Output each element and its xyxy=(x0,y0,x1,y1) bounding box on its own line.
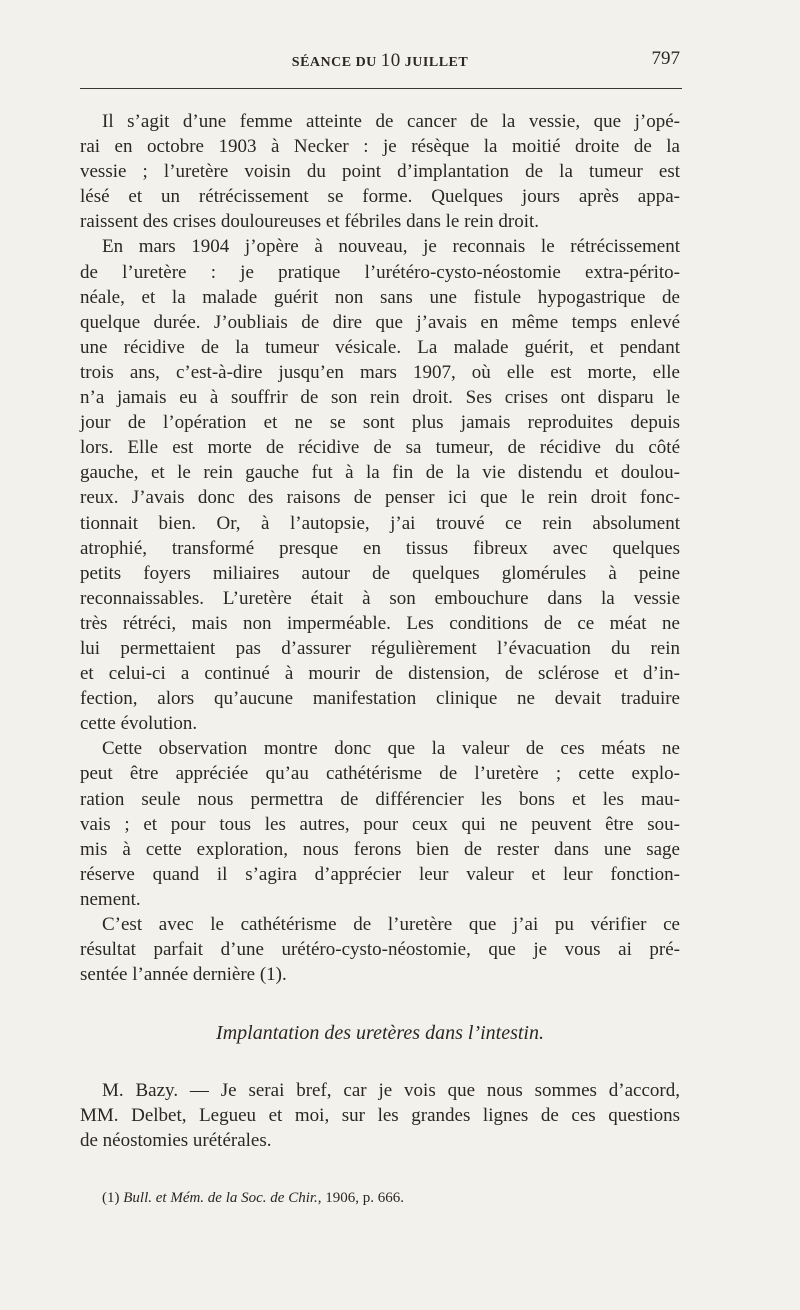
text-line: très rétréci, mais non imperméable. Les conditions de ce méat ne xyxy=(80,612,680,634)
text-line: nement. xyxy=(80,888,141,910)
text-line: vais ; et pour tous les autres, pour ceux qui ne peuvent être sou- xyxy=(80,813,680,835)
text-line: n’a jamais eu à souffrir de son rein droit. Ses crises ont disparu le xyxy=(80,387,680,409)
text-line: petits foyers miliaires autour de quelques glomérules à peine xyxy=(80,562,680,584)
text-line: Il s’agit d’une femme atteinte de cancer de la vessie, que j’opé- xyxy=(102,111,680,132)
text-line: fection, alors qu’aucune manifestation clinique ne devait traduire xyxy=(80,688,680,710)
footnote-details: , 1906, p. 666. xyxy=(317,1190,405,1206)
header-title xyxy=(80,50,680,72)
text-line: ration seule nous permettra de différencier les bons et les mau- xyxy=(80,788,680,810)
text-line: lors. Elle est morte de récidive de sa tumeur, de récidive du côté xyxy=(80,437,680,459)
footnote-source: Bull. et Mém. de la Soc. de Chir. xyxy=(123,1190,318,1206)
text-line: peut être appréciée qu’au cathétérisme de l’uretère ; cette explo- xyxy=(80,763,680,785)
header-title-pre: SÉANCE DU xyxy=(291,55,381,70)
footnote-marker: (1) xyxy=(102,1190,124,1206)
text-line: rai en octobre 1903 à Necker : je résèque la moitié droite de la xyxy=(80,136,680,158)
text-line: gauche, et le rein gauche fut à la fin de la vie distendu et doulou- xyxy=(80,462,680,484)
text-line: jour de l’opération et ne se sont plus jamais reproduites depuis xyxy=(80,412,680,434)
text-line: néale, et la malade guérit non sans une fistule hypogastrique de xyxy=(80,286,680,308)
text-line: lui permettaient pas d’assurer régulièrement l’évacuation du rein xyxy=(80,637,680,659)
text-line: trois ans, c’est-à-dire jusqu’en mars 1907, où elle est morte, elle xyxy=(80,361,680,383)
text-line: et celui-ci a continué à mourir de distension, de sclérose et d’in- xyxy=(80,663,680,685)
text-line: lésé et un rétrécissement se forme. Quelques jours après appa- xyxy=(80,186,680,208)
text-line: reconnaissables. L’uretère était à son embouchure dans la vessie xyxy=(80,587,680,609)
page-number: 797 xyxy=(651,48,680,69)
text-line: mis à cette exploration, nous ferons bien de rester dans une sage xyxy=(80,838,680,860)
text-line: reux. J’avais donc des raisons de penser ici que le rein droit fonc- xyxy=(80,487,680,509)
body-text xyxy=(80,109,680,987)
text-line: sentée l’année dernière (1). xyxy=(80,964,287,986)
text-line: raissent des crises douloureuses et fébriles dans le rein droit. xyxy=(80,211,540,233)
text-line: résultat parfait d’une urétéro-cysto-néostomie, que je vous ai pré- xyxy=(80,939,680,961)
text-line: de néostomies urétérales. xyxy=(80,1130,272,1151)
running-header xyxy=(80,50,680,72)
text-line: quelque durée. J’oubliais de dire que j’avais en même temps enlevé xyxy=(80,311,680,333)
text-line: atrophié, transformé presque en tissus fibreux avec quelques xyxy=(80,537,680,559)
text-line: réserve quand il s’agira d’apprécier leur valeur et leur fonction- xyxy=(80,863,680,885)
text-line: C’est avec le cathétérisme de l’uretère que j’ai pu vérifier ce xyxy=(102,914,680,935)
header-title-post: JUILLET xyxy=(400,55,469,70)
text-line: vessie ; l’uretère voisin du point d’implantation de la tumeur est xyxy=(80,161,680,183)
footnote xyxy=(102,1190,682,1207)
text-line: M. Bazy. — Je serai bref, car je vois que nous sommes d’accord, xyxy=(102,1080,680,1101)
text-line: cette évolution. xyxy=(80,713,198,735)
text-line: tionnait bien. Or, à l’autopsie, j’ai trouvé ce rein absolument xyxy=(80,512,680,534)
text-line: En mars 1904 j’opère à nouveau, je reconnais le rétrécissement xyxy=(102,236,680,258)
reply-paragraph xyxy=(80,1078,680,1153)
text-line: de l’uretère : je pratique l’urétéro-cysto-néostomie extra-périto- xyxy=(80,261,680,283)
section-title: Implantation des uretères dans l’intestin. xyxy=(216,1022,544,1044)
text-line: MM. Delbet, Legueu et moi, sur les grandes lignes de ces questions xyxy=(80,1105,680,1126)
text-line: une récidive de la tumeur vésicale. La malade guérit, et pendant xyxy=(80,336,680,358)
text-line: Cette observation montre donc que la valeur de ces méats ne xyxy=(102,738,680,760)
header-title-day: 10 xyxy=(380,50,401,71)
header-rule xyxy=(80,88,682,89)
